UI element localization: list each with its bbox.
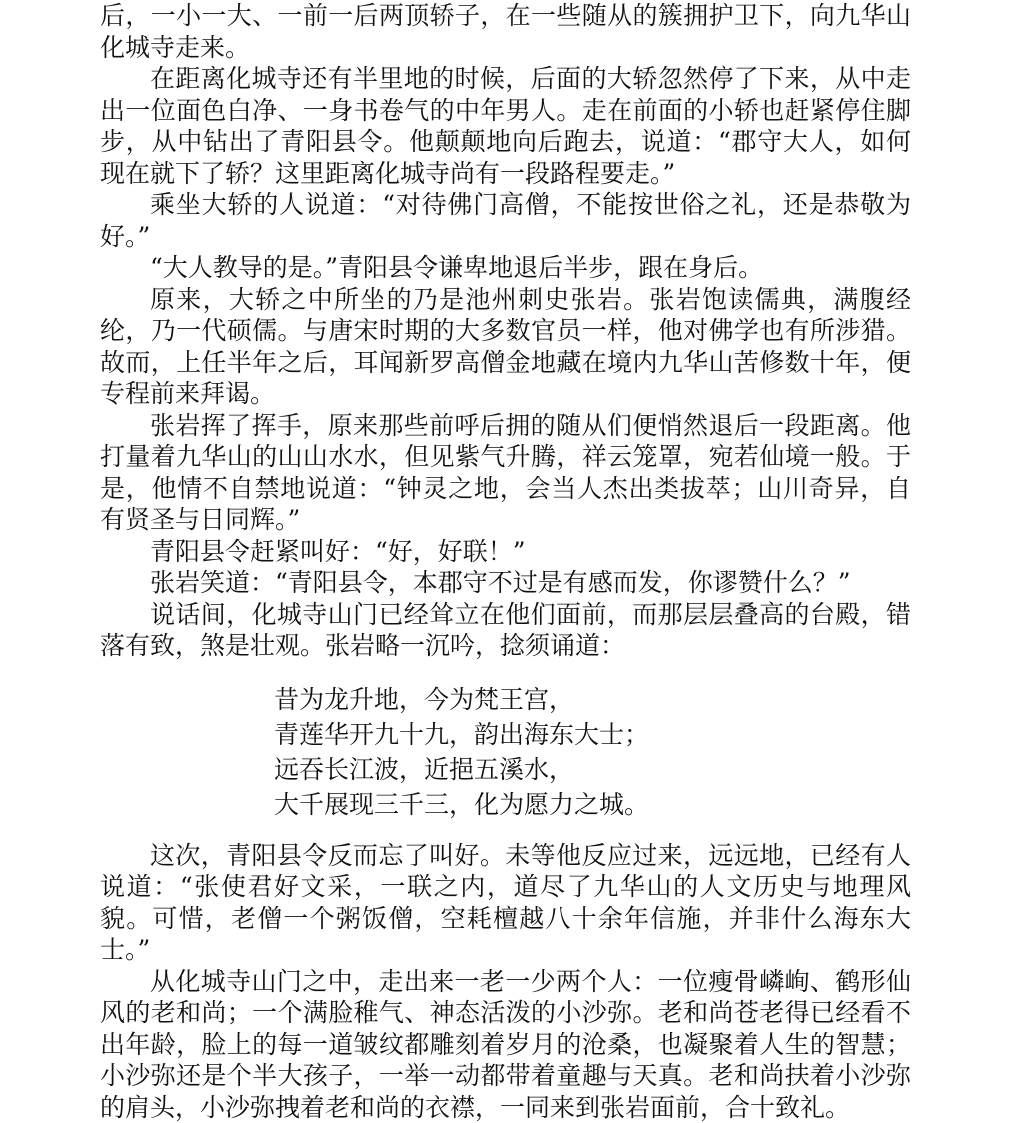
paragraph-8: 张岩笑道：“青阳县令，本郡守不过是有感而发，你谬赞什么？” (100, 567, 911, 599)
paragraph-3: 乘坐大轿的人说道：“对待佛门高僧，不能按世俗之礼，还是恭敬为好。” (100, 189, 911, 252)
paragraph-11: 从化城寺山门之中，走出来一老一少两个人：一位瘦骨嶙峋、鹤形仙风的老和尚；一个满脸稚气、神态活泼的小沙弥。老和尚苍老得已经看不出年龄，脸上的每一道皱纹都雕刻着岁月的沧桑，也凝聚着人生的智慧；小沙弥还是个半大孩子，一举一动都带着童趣与天真。老和尚扶着小沙弥的肩头，小沙弥拽着老和尚的衣襟，一同来到张岩面前，合十致礼。 (100, 966, 911, 1123)
paragraph-9: 说话间，化城寺山门已经耸立在他们面前，而那层层叠高的台殿，错落有致，煞是壮观。张岩略一沉吟，捻须诵道： (100, 599, 911, 662)
paragraph-4: “大人教导的是。”青阳县令谦卑地退后半步，跟在身后。 (100, 252, 911, 284)
poem-line-1: 昔为龙升地，今为梵王宫， (274, 682, 911, 717)
paragraph-6: 张岩挥了挥手，原来那些前呼后拥的随从们便悄然退后一段距离。他打量着九华山的山山水水，但见紫气升腾，祥云笼罩，宛若仙境一般。于是，他情不自禁地说道：“钟灵之地，会当人杰出类拔萃；山川奇异，自有贤圣与日同辉。” (100, 410, 911, 536)
paragraph-5: 原来，大轿之中所坐的乃是池州刺史张岩。张岩饱读儒典，满腹经纶，乃一代硕儒。与唐宋时期的大多数官员一样，他对佛学也有所涉猎。故而，上任半年之后，耳闻新罗高僧金地藏在境内九华山苦修数十年，便专程前来拜谒。 (100, 284, 911, 410)
poem-line-2: 青莲华开九十九，韵出海东大士； (274, 717, 911, 752)
paragraph-2: 在距离化城寺还有半里地的时候，后面的大轿忽然停了下来，从中走出一位面色白净、一身书卷气的中年男人。走在前面的小轿也赶紧停住脚步，从中钻出了青阳县令。他颠颠地向后跑去，说道：“郡守大人，如何现在就下了轿？这里距离化城寺尚有一段路程要走。” (100, 63, 911, 189)
paragraph-7: 青阳县令赶紧叫好：“好，好联！” (100, 536, 911, 568)
poem-block (274, 682, 911, 822)
paragraph-1: 后，一小一大、一前一后两顶轿子，在一些随从的簇拥护卫下，向九华山化城寺走来。 (100, 0, 911, 63)
poem-line-3: 远吞长江波，近挹五溪水， (274, 752, 911, 787)
paragraph-10: 这次，青阳县令反而忘了叫好。未等他反应过来，远远地，已经有人说道：“张使君好文采，一联之内，道尽了九华山的人文历史与地理风貌。可惜，老僧一个粥饭僧，空耗檀越八十余年信施，并非什么海东大士。” (100, 840, 911, 966)
poem-line-4: 大千展现三千三，化为愿力之城。 (274, 787, 911, 822)
